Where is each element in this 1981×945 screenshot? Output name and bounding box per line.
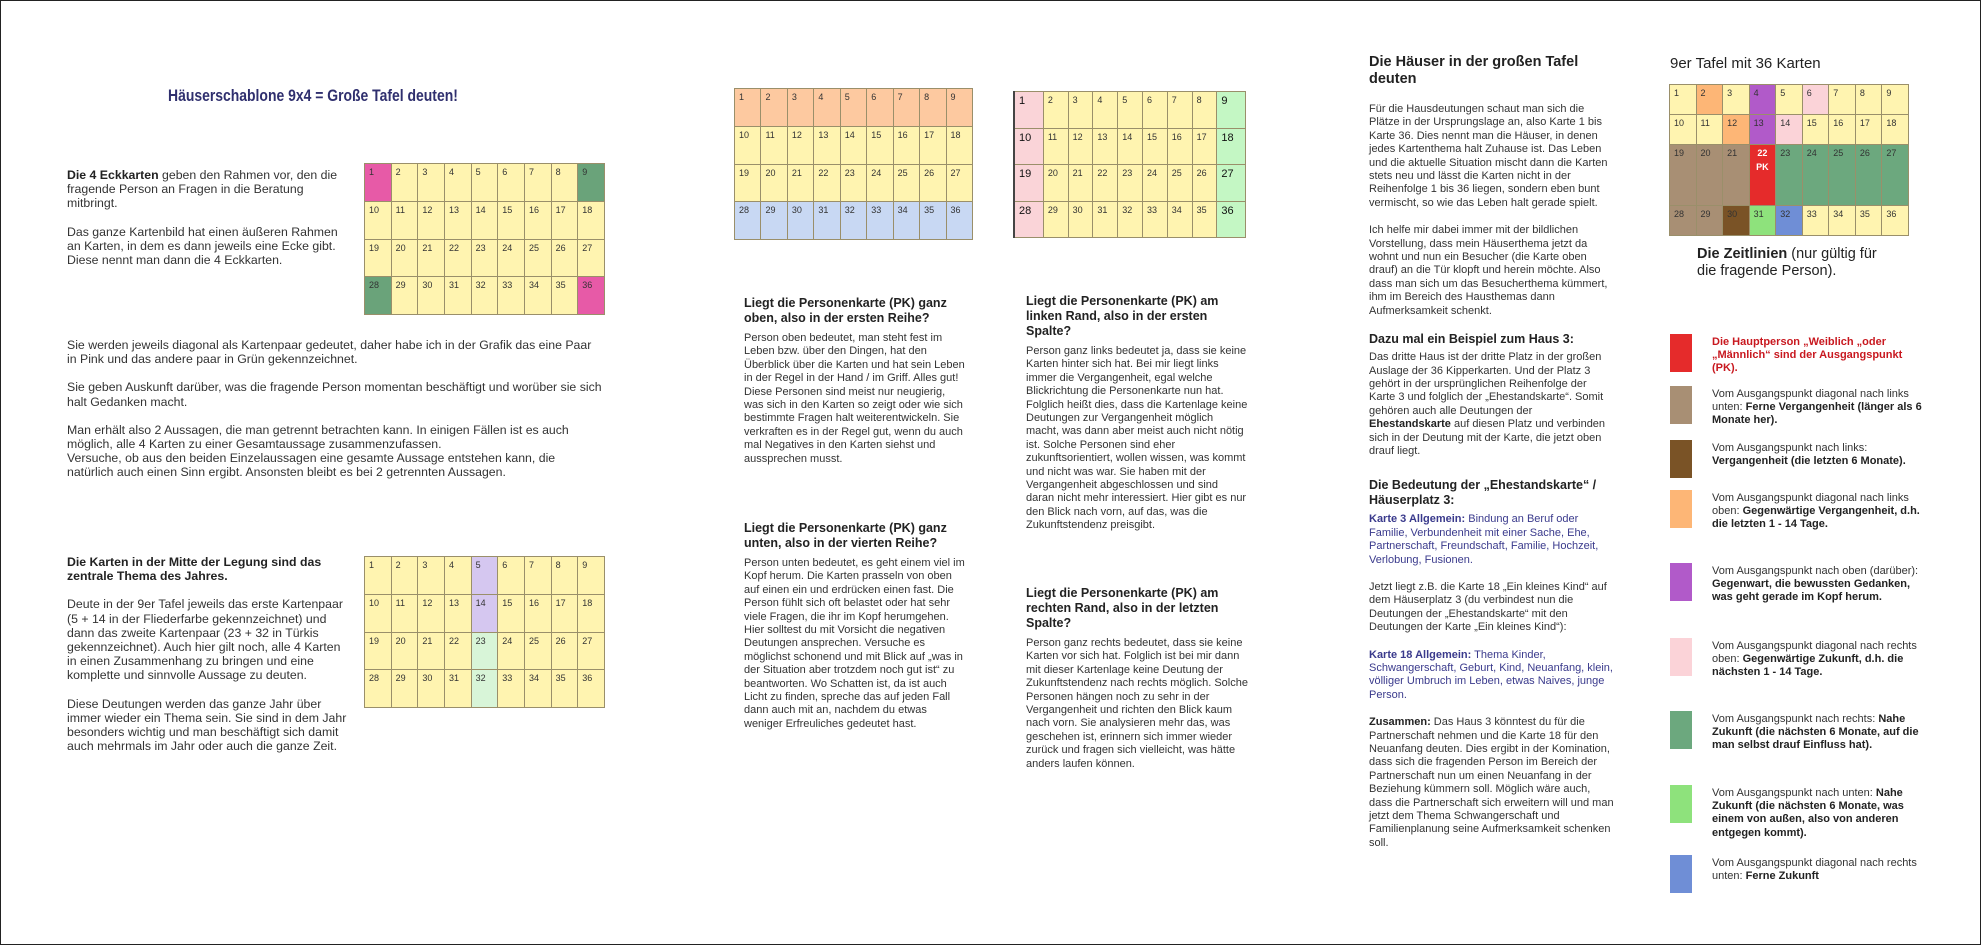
grid-cell: 34	[524, 670, 551, 708]
grid-cell: 8	[920, 89, 946, 127]
legend-text-plain: Vom Ausgangspunkt diagonal nach links oben:	[1712, 492, 1909, 518]
paragraph: Person oben bedeutet, man steht fest im Leben bzw. über den Dingen, hat den Überblick über die Karten und hat sein Leben in der Regel in der Hand / im Griff. Alles gut! Diese Personen sind meist nur neugierig, was sich in den Karten so zeigt oder wie sich bestimmte Fragen halt weiterentwickeln. Sie verkraften es in der Regel gut, wenn du auch mal Negatives in den Karten siehst und aussprechen musst.	[744, 332, 965, 465]
grid-cell: 7	[524, 557, 551, 595]
grid-cell: 31	[814, 202, 840, 240]
paragraph: Ich helfe mir dabei immer mit der bildlichen Vorstellung, dass mein Häuserthema jetzt da wohnt und nun ein Besucher (die Karte oben drauf) an die Tür klopft und herein möchte. Also dass man sich um das Besucherthema kümmert, ihm im Bereich des Hausthemas dann Aufmerksamkeit schenkt.	[1369, 224, 1608, 317]
grid-cell: 14	[471, 594, 498, 632]
grid-cell: 27	[1882, 145, 1909, 205]
eckkarten-bold: Die 4 Eckkarten	[67, 168, 159, 182]
paragraph: Für die Hausdeutungen schaut man sich die Plätze in der Ursprungslage an, also Karte 1 bis Karte 36. Dies nennt man die Häuser, in denen jedes Kartenthema halt Zuhause ist. Das Leben und die aktuelle Situation mischt dann die Karten stets neu und lässt die Karten nicht in der Reihenfolge 1 bis 36 liegen, sondern eben bunt vermischt, so wie das Leben halt gerade spielt.	[1369, 103, 1608, 209]
grid-cell: 15	[867, 126, 893, 164]
grid-cell: 4	[1749, 85, 1776, 115]
eckkarten-text: geben den Rahmen vor, den die fragende Person an Fragen in die Beratung mitbringt.	[67, 168, 338, 211]
grid-cell: 12	[1068, 128, 1093, 165]
grid-cell: 13	[814, 126, 840, 164]
grid-cell: 36	[578, 670, 605, 708]
grid-row	[365, 164, 605, 202]
grid-cell: 21	[1723, 145, 1750, 205]
grid-row	[1014, 128, 1246, 165]
paragraph-bold: Ehestandskarte	[1369, 418, 1451, 431]
grid-cell: 22	[814, 164, 840, 202]
legend-text-bold: Vergangenheit (die letzten 6 Monate).	[1712, 455, 1906, 468]
legend-swatch	[1670, 563, 1692, 601]
grid-cell: 32	[471, 670, 498, 708]
section-heading: Liegt die Personenkarte (PK) ganz oben, also in der ersten Reihe?	[744, 296, 947, 325]
rows-grid	[734, 88, 973, 240]
grid-cell: 15	[498, 201, 525, 239]
grid-cell: 28	[1014, 201, 1043, 238]
paragraph: Sie geben Auskunft darüber, was die fragende Person momentan beschäftigt und worüber sie sich halt Gedanken macht.	[67, 380, 602, 409]
grid-cell: 9	[946, 89, 973, 127]
paragraph: Jetzt liegt z.B. die Karte 18 „Ein kleines Kind“ auf dem Häuserplatz 3 (du verbindest nun die Deutungen der „Ehestandskarte“ mit den Deutungen der Karte „Ein kleines Kind“):	[1369, 580, 1607, 634]
grid-cell: 16	[1167, 128, 1192, 165]
grid-cell: 11	[1043, 128, 1068, 165]
grid-cell: 25	[1829, 145, 1856, 205]
grid-cell: 26	[920, 164, 946, 202]
paragraph-part: auf diesen Platz und verbinden sich in der Deutung mit der Karte, die jetzt oben drauf liegt.	[1369, 418, 1606, 457]
grid-cell: 23	[1118, 165, 1143, 202]
grid-cell: 26	[1192, 165, 1217, 202]
grid-cell: 17	[551, 594, 578, 632]
legend-text-bold: Nahe Zukunft (die nächsten 6 Monate, auf die man selbst drauf Einfluss hat).	[1712, 713, 1919, 752]
grid-cell: 4	[814, 89, 840, 127]
legend-text-plain: Vom Ausgangspunkt nach oben (darüber):	[1712, 565, 1919, 577]
legend-text	[1712, 388, 1927, 428]
grid-cell: 34	[524, 277, 551, 315]
grid-cell: 2	[761, 89, 787, 127]
grid-cell: 32	[1118, 201, 1143, 238]
legend-text-plain: Vom Ausgangspunkt nach unten:	[1712, 787, 1876, 799]
grid-cell: 35	[920, 202, 946, 240]
grid-cell: 9	[578, 557, 605, 595]
grid-cell: 29	[391, 670, 418, 708]
grid-cell: 13	[444, 594, 471, 632]
grid-cell: 36	[946, 202, 973, 240]
grid-cell: 27	[578, 632, 605, 670]
center-cards-section	[67, 555, 352, 767]
grid-cell: 3	[1068, 92, 1093, 129]
grid-cell: 24	[498, 239, 525, 277]
grid-cell: 3	[418, 557, 445, 595]
section-heading: Die Bedeutung der „Ehestandskarte“ / Häuserplatz 3:	[1369, 478, 1597, 508]
summary-text: Das Haus 3 könntest du für die Partnerschaft nehmen und die Karte 18 für den Neuanfang deuten. Dies ergibt in der Komination, dass sich die fragenden Person im Bereich der Partnerschaft nun um einen Neuanfang in der Beziehung kümmern soll. Möglich wäre auch, dass die Partnerschaft sich erweitern will und man jetzt dem Thema Schwangerschaft und Familienplanung seine Aufmerksamkeit schenken soll.	[1369, 716, 1614, 849]
timelines-text: (nur gültig für die fragende Person).	[1697, 246, 1877, 279]
grid-cell: 36	[1217, 201, 1246, 238]
grid-cell: 16	[1829, 115, 1856, 145]
grid-cell: 8	[1855, 85, 1882, 115]
grid-cell: 32	[840, 202, 866, 240]
pk-cell-label: PK	[1756, 162, 1769, 173]
grid-cell: 5	[840, 89, 866, 127]
grid-cell: 7	[524, 164, 551, 202]
grid-cell: 4	[444, 557, 471, 595]
grid-cell: 17	[551, 201, 578, 239]
section-heading: Liegt die Personenkarte (PK) am rechten Rand, also in der letzten Spalte?	[1026, 586, 1219, 630]
grid-cell: 21	[787, 164, 813, 202]
grid-cell: 21	[418, 239, 445, 277]
grid-cell: 31	[444, 277, 471, 315]
legend-swatch	[1670, 711, 1692, 749]
grid-cell: 22	[1093, 165, 1118, 202]
grid-cell: 15	[498, 594, 525, 632]
grid-cell: 33	[498, 670, 525, 708]
grid-cell: 30	[1068, 201, 1093, 238]
grid-cell: 6	[1802, 85, 1829, 115]
grid-cell: 1	[1014, 92, 1043, 129]
grid-cell: 35	[551, 277, 578, 315]
legend-text-bold: Die Hauptperson „Weiblich „oder „Männlich“ sind der Ausgangspunkt (PK).	[1712, 336, 1903, 375]
paragraph-part: Das dritte Haus ist der dritte Platz in der großen Auslage der 36 Kipperkarten. Und der Platz 3 gehört in der ursprünglichen Reihenfolge der Karte 3 und folglich der „Ehestandskarte“. Somit gehören auch alle Deutungen der	[1369, 351, 1604, 417]
grid-cell: 25	[524, 632, 551, 670]
paragraph-part: Man erhält also 2 Aussagen, die man getrennt betrachten kann. In einigen Fällen ist es auch möglich, alle 4 Karten zu einer Gesamtaussage zusammenzufassen.	[67, 422, 569, 452]
grid-row	[735, 202, 973, 240]
grid-row	[365, 239, 605, 277]
card18-meaning	[1369, 649, 1614, 703]
grid-cell: 36	[578, 277, 605, 315]
grid-cell: 20	[1043, 165, 1068, 202]
grid-cell: 22	[444, 239, 471, 277]
legend-text-plain: Vom Ausgangspunkt diagonal nach rechts unten:	[1712, 857, 1917, 883]
pk-cell-number: 22	[1757, 148, 1768, 159]
eckkarten-text-2: Das ganze Kartenbild hat einen äußeren Rahmen an Karten, in dem es dann jeweils eine Ecke gibt. Diese nennt man dann die 4 Eckkarten.	[67, 224, 338, 268]
grid-cell: 27	[946, 164, 973, 202]
legend-text	[1712, 787, 1927, 840]
grid-cell: 28	[1670, 205, 1697, 235]
grid-cell: 19	[735, 164, 761, 202]
grid-row	[735, 164, 973, 202]
grid-cell: 2	[391, 557, 418, 595]
summary	[1369, 716, 1614, 850]
grid-cell: 10	[365, 201, 392, 239]
legend-text-plain: Vom Ausgangspunkt diagonal nach rechts oben:	[1712, 640, 1917, 666]
grid-cell: 8	[1192, 92, 1217, 129]
grid-cell: 33	[867, 202, 893, 240]
paragraph-part: Versuche, ob aus den beiden Einzelaussagen eine gesamte Aussage entstehen kann, die natürlich auch einen Sinn ergibt. Ansonsten bleibt es bei 2 getrennten Aussagen.	[67, 451, 556, 480]
grid-cell: 25	[1167, 165, 1192, 202]
legend-text	[1712, 442, 1927, 468]
grid-cell: 34	[1829, 205, 1856, 235]
grid-cell: 14	[1118, 128, 1143, 165]
legend-text-bold: Gegenwart, die bewussten Gedanken, was geht gerade im Kopf herum.	[1712, 578, 1911, 604]
summary-label: Zusammen:	[1369, 716, 1431, 729]
pk-right-section	[1026, 586, 1248, 771]
eckkarten-explanation	[67, 338, 602, 480]
grid-cell: 18	[1882, 115, 1909, 145]
section-heading: Dazu mal ein Beispiel zum Haus 3:	[1369, 332, 1574, 347]
paragraph	[67, 423, 602, 480]
grid-cell: 21	[418, 632, 445, 670]
grid-cell: 29	[1043, 201, 1068, 238]
grid-cell: 6	[1143, 92, 1168, 129]
grid-cell: 20	[391, 239, 418, 277]
grid-cell: 33	[1143, 201, 1168, 238]
grid-cell: 2	[1043, 92, 1068, 129]
grid-cell: 15	[1143, 128, 1168, 165]
legend-text	[1712, 640, 1927, 680]
grid-cell: 9	[1217, 92, 1246, 129]
grid-cell: 16	[893, 126, 919, 164]
legend-swatch	[1670, 490, 1692, 528]
grid-cell	[1749, 145, 1776, 205]
grid-cell: 30	[1723, 205, 1750, 235]
grid-row	[735, 126, 973, 164]
example-grid-title: 9er Tafel mit 36 Karten	[1670, 55, 1821, 72]
page-title: Häuserschablone 9x4 = Große Tafel deuten!	[168, 86, 458, 105]
grid-cell: 24	[1802, 145, 1829, 205]
grid-cell: 15	[1802, 115, 1829, 145]
grid-cell: 14	[471, 201, 498, 239]
grid-cell: 27	[578, 239, 605, 277]
grid-row	[1670, 85, 1909, 115]
card18-label: Karte 18 Allgemein:	[1369, 648, 1472, 661]
grid-cell: 4	[1093, 92, 1118, 129]
grid-cell: 31	[1749, 205, 1776, 235]
grid-cell: 25	[893, 164, 919, 202]
grid-cell: 19	[365, 239, 392, 277]
grid-cell: 18	[578, 201, 605, 239]
grid-cell: 24	[498, 632, 525, 670]
grid-cell: 25	[524, 239, 551, 277]
grid-cell: 24	[1143, 165, 1168, 202]
grid-row	[1670, 205, 1909, 235]
grid-cell: 13	[444, 201, 471, 239]
grid-cell: 23	[840, 164, 866, 202]
grid-cell: 7	[1829, 85, 1856, 115]
grid-cell: 3	[787, 89, 813, 127]
grid-cell: 31	[1093, 201, 1118, 238]
grid-cell: 28	[365, 670, 392, 708]
legend-swatch	[1670, 638, 1692, 676]
grid-row	[365, 632, 605, 670]
legend-text-plain: Vom Ausgangspunkt diagonal nach links unten:	[1712, 388, 1909, 414]
grid-cell: 29	[761, 202, 787, 240]
grid-cell: 14	[840, 126, 866, 164]
grid-cell: 20	[761, 164, 787, 202]
grid-row	[735, 89, 973, 127]
grid-cell: 30	[418, 670, 445, 708]
grid-cell: 5	[1776, 85, 1803, 115]
grid-cell: 17	[1192, 128, 1217, 165]
grid-cell: 29	[391, 277, 418, 315]
grid-cell: 2	[1696, 85, 1723, 115]
pk-left-section	[1026, 294, 1248, 533]
pk-bottom-section	[744, 521, 966, 731]
grid-cell: 8	[551, 557, 578, 595]
grid-cell: 17	[920, 126, 946, 164]
grid-cell: 1	[735, 89, 761, 127]
grid-cell: 12	[787, 126, 813, 164]
grid-row	[1014, 165, 1246, 202]
grid-row	[365, 201, 605, 239]
legend-swatch	[1670, 855, 1692, 893]
grid-row	[1014, 92, 1246, 129]
grid-cell: 13	[1749, 115, 1776, 145]
houses-section	[1369, 103, 1614, 850]
grid-cell: 5	[471, 164, 498, 202]
center-cards-grid	[364, 556, 605, 708]
grid-cell: 19	[1670, 145, 1697, 205]
corner-cards-grid	[364, 163, 605, 315]
grid-cell: 29	[1696, 205, 1723, 235]
legend-swatch	[1670, 386, 1692, 424]
grid-cell: 10	[1014, 128, 1043, 165]
grid-row	[365, 594, 605, 632]
grid-cell: 16	[524, 594, 551, 632]
card18-text: Thema Kinder, Schwangerschaft, Geburt, Kind, Neuanfang, klein, völliger Umbruch im Leben, etwas Naives, junge Person.	[1369, 648, 1613, 701]
legend-text	[1712, 336, 1927, 376]
grid-cell: 3	[418, 164, 445, 202]
paragraph: Deute in der 9er Tafel jeweils das erste Kartenpaar (5 + 14 in der Fliederfarbe gekennzeichnet) und dann das zweite Kartenpaar (23 + 32 in Türkis gekennzeichnet). Auch hier gilt noch, alle 4 Karten in einen Zusammenhang zu bringen und eine komplette und sinnvolle Aussage zu deuten.	[67, 597, 343, 683]
grid-row	[365, 670, 605, 708]
grid-cell: 17	[1855, 115, 1882, 145]
grid-cell: 31	[444, 670, 471, 708]
paragraph: Person unten bedeutet, es geht einem viel im Kopf herum. Die Karten prasseln von oben auf einen ein und erdrücken einen fast. Die Person fühlt sich oft belastet oder hat sehr viele Fragen, die ihr im Kopf herumgehen. Hier solltest du mit Vorsicht die negativen Deutungen ansprechen. Versuche es möglichst schonend und mit Blick auf „was in der Situation aber trotzdem noch gut ist“ zu beantworten. Wo Schatten ist, da ist auch Licht zu finden, spreche das auf jeden Fall dann auch mit an, nachdem du etwas weniger Erfreuliches gedeutet hast.	[744, 557, 965, 730]
grid-cell: 23	[471, 632, 498, 670]
grid-cell: 6	[498, 557, 525, 595]
grid-cell: 36	[1882, 205, 1909, 235]
grid-cell: 7	[1167, 92, 1192, 129]
grid-cell: 7	[893, 89, 919, 127]
grid-cell: 11	[391, 594, 418, 632]
legend-text-bold: Nahe Zukunft (die nächsten 6 Monate, was einem von außen, also von anderen entgegen kommt).	[1712, 787, 1904, 839]
grid-cell: 32	[1776, 205, 1803, 235]
grid-cell: 18	[946, 126, 973, 164]
legend-text-plain: Vom Ausgangspunkt nach links:	[1712, 442, 1868, 454]
grid-cell: 12	[1723, 115, 1750, 145]
houses-heading: Die Häuser in der großen Tafel deuten	[1369, 54, 1579, 87]
card3-text: Bindung an Beruf oder Familie, Verbundenheit mit einer Sache, Ehe, Partnerschaft, Freundschaft, Familie, Hochzeit, Verlobung, Fusionen.	[1369, 513, 1599, 566]
grid-cell: 34	[1167, 201, 1192, 238]
grid-cell: 4	[444, 164, 471, 202]
grid-cell: 21	[1068, 165, 1093, 202]
legend-text	[1712, 857, 1927, 883]
example-grid	[1669, 84, 1909, 236]
paragraph	[1369, 351, 1614, 458]
grid-cell: 10	[365, 594, 392, 632]
grid-cell: 11	[391, 201, 418, 239]
paragraph: Person ganz rechts bedeutet, dass sie keine Karten vor sich hat. Folglich ist bei mir dann mit dieser Kartenlage keine Deutung der Zukunftstendenz nach rechts möglich. Solche Personen hängen noch zu sehr in der Vergangenheit und richten den Blick kaum nach vorn. Sie analysieren mehr das, was geschehen ist, erinnern sich immer wieder zurück und fragen sich vielleicht, was hätte anders laufen können.	[1026, 637, 1248, 770]
grid-cell: 34	[893, 202, 919, 240]
legend-swatch	[1670, 785, 1692, 823]
legend-text-bold: Gegenwärtige Vergangenheit, d.h. die letzten 1 - 14 Tage.	[1712, 505, 1920, 531]
section-heading: Liegt die Personenkarte (PK) ganz unten, also in der vierten Reihe?	[744, 521, 947, 550]
grid-cell: 19	[1014, 165, 1043, 202]
grid-cell: 13	[1093, 128, 1118, 165]
grid-cell: 9	[578, 164, 605, 202]
grid-cell: 35	[1192, 201, 1217, 238]
grid-cell: 30	[418, 277, 445, 315]
pk-top-section	[744, 296, 966, 466]
grid-cell: 5	[1118, 92, 1143, 129]
grid-cell: 1	[365, 557, 392, 595]
section-heading: Liegt die Personenkarte (PK) am linken Rand, also in der ersten Spalte?	[1026, 294, 1219, 338]
grid-cell: 19	[365, 632, 392, 670]
grid-cell: 35	[1855, 205, 1882, 235]
grid-cell: 6	[498, 164, 525, 202]
grid-cell: 26	[551, 239, 578, 277]
grid-cell: 26	[1855, 145, 1882, 205]
grid-cell: 11	[1696, 115, 1723, 145]
grid-cell: 22	[444, 632, 471, 670]
timelines-heading	[1697, 246, 1887, 280]
legend-text	[1712, 492, 1927, 532]
grid-cell: 32	[471, 277, 498, 315]
columns-grid	[1013, 91, 1246, 238]
grid-cell: 9	[1882, 85, 1909, 115]
grid-cell: 28	[735, 202, 761, 240]
grid-cell: 18	[578, 594, 605, 632]
card3-label: Karte 3 Allgemein:	[1369, 513, 1466, 526]
grid-cell: 20	[391, 632, 418, 670]
grid-cell: 18	[1217, 128, 1246, 165]
grid-row	[1014, 201, 1246, 238]
grid-cell: 5	[471, 557, 498, 595]
paragraph: Sie werden jeweils diagonal als Kartenpaar gedeutet, daher habe ich in der Grafik das eine Paar in Pink und das andere paar in Grün gekennzeichnet.	[67, 338, 592, 367]
grid-cell: 2	[391, 164, 418, 202]
grid-cell: 27	[1217, 165, 1246, 202]
legend-text	[1712, 713, 1927, 753]
timelines-bold: Die Zeitlinien	[1697, 246, 1788, 262]
grid-cell: 11	[761, 126, 787, 164]
eckkarten-intro	[67, 168, 352, 281]
grid-cell: 20	[1696, 145, 1723, 205]
grid-cell: 14	[1776, 115, 1803, 145]
legend-text-bold: Gegenwärtige Zukunft, d.h. die nächsten 1 - 14 Tage.	[1712, 653, 1904, 679]
legend-swatch	[1670, 440, 1692, 478]
legend-text-bold: Ferne Zukunft	[1745, 870, 1819, 883]
grid-cell: 1	[365, 164, 392, 202]
grid-row	[1670, 115, 1909, 145]
grid-cell: 33	[498, 277, 525, 315]
legend-text	[1712, 565, 1927, 605]
grid-cell: 6	[867, 89, 893, 127]
grid-cell: 8	[551, 164, 578, 202]
example-grid-wrapper	[1669, 84, 1909, 236]
grid-cell: 23	[471, 239, 498, 277]
grid-cell: 16	[524, 201, 551, 239]
grid-cell: 23	[1776, 145, 1803, 205]
paragraph: Person ganz links bedeutet ja, dass sie keine Karten hinter sich hat. Bei mir liegt links immer die Vergangenheit, egal welche Blickrichtung die Personenkarte nun hat. Folglich heißt dies, dass die Kartenlage keine Deutungen zur Vergangenheit möglich macht, was dann aber meist auch nicht nötig ist. Solche Personen sind eher zukunftsorientiert, wollen wissen, was kommt und nicht was war. Sie haben mit der Vergangenheit abgeschlossen und sind daran nicht mehr interessiert. Hier gibt es nur den Blick nach vorn, auf das, was die Zukunftstendenz preisgibt.	[1026, 345, 1248, 532]
grid-cell: 33	[1802, 205, 1829, 235]
paragraph: Diese Deutungen werden das ganze Jahr über immer wieder ein Thema sein. Sie sind in dem Jahr besonders wichtig und man beschäftigt sich damit auch mehrmals im Jahr oder auch die ganze Zeit.	[67, 696, 347, 754]
section-heading: Die Karten in der Mitte der Legung sind das zentrale Thema des Jahres.	[67, 555, 322, 584]
grid-row	[365, 557, 605, 595]
grid-cell: 1	[1670, 85, 1697, 115]
grid-cell: 35	[551, 670, 578, 708]
legend-swatch	[1670, 334, 1692, 372]
grid-row	[1670, 145, 1909, 205]
grid-cell: 12	[418, 594, 445, 632]
grid-cell: 28	[365, 277, 392, 315]
card3-meaning	[1369, 513, 1614, 567]
grid-cell: 3	[1723, 85, 1750, 115]
legend-text-bold: Ferne Vergangenheit (länger als 6 Monate her).	[1712, 401, 1922, 427]
grid-row	[365, 277, 605, 315]
grid-cell: 30	[787, 202, 813, 240]
grid-cell: 10	[1670, 115, 1697, 145]
grid-cell: 12	[418, 201, 445, 239]
legend-text-plain: Vom Ausgangspunkt nach rechts:	[1712, 713, 1879, 725]
grid-cell: 26	[551, 632, 578, 670]
grid-cell: 24	[867, 164, 893, 202]
grid-cell: 10	[735, 126, 761, 164]
